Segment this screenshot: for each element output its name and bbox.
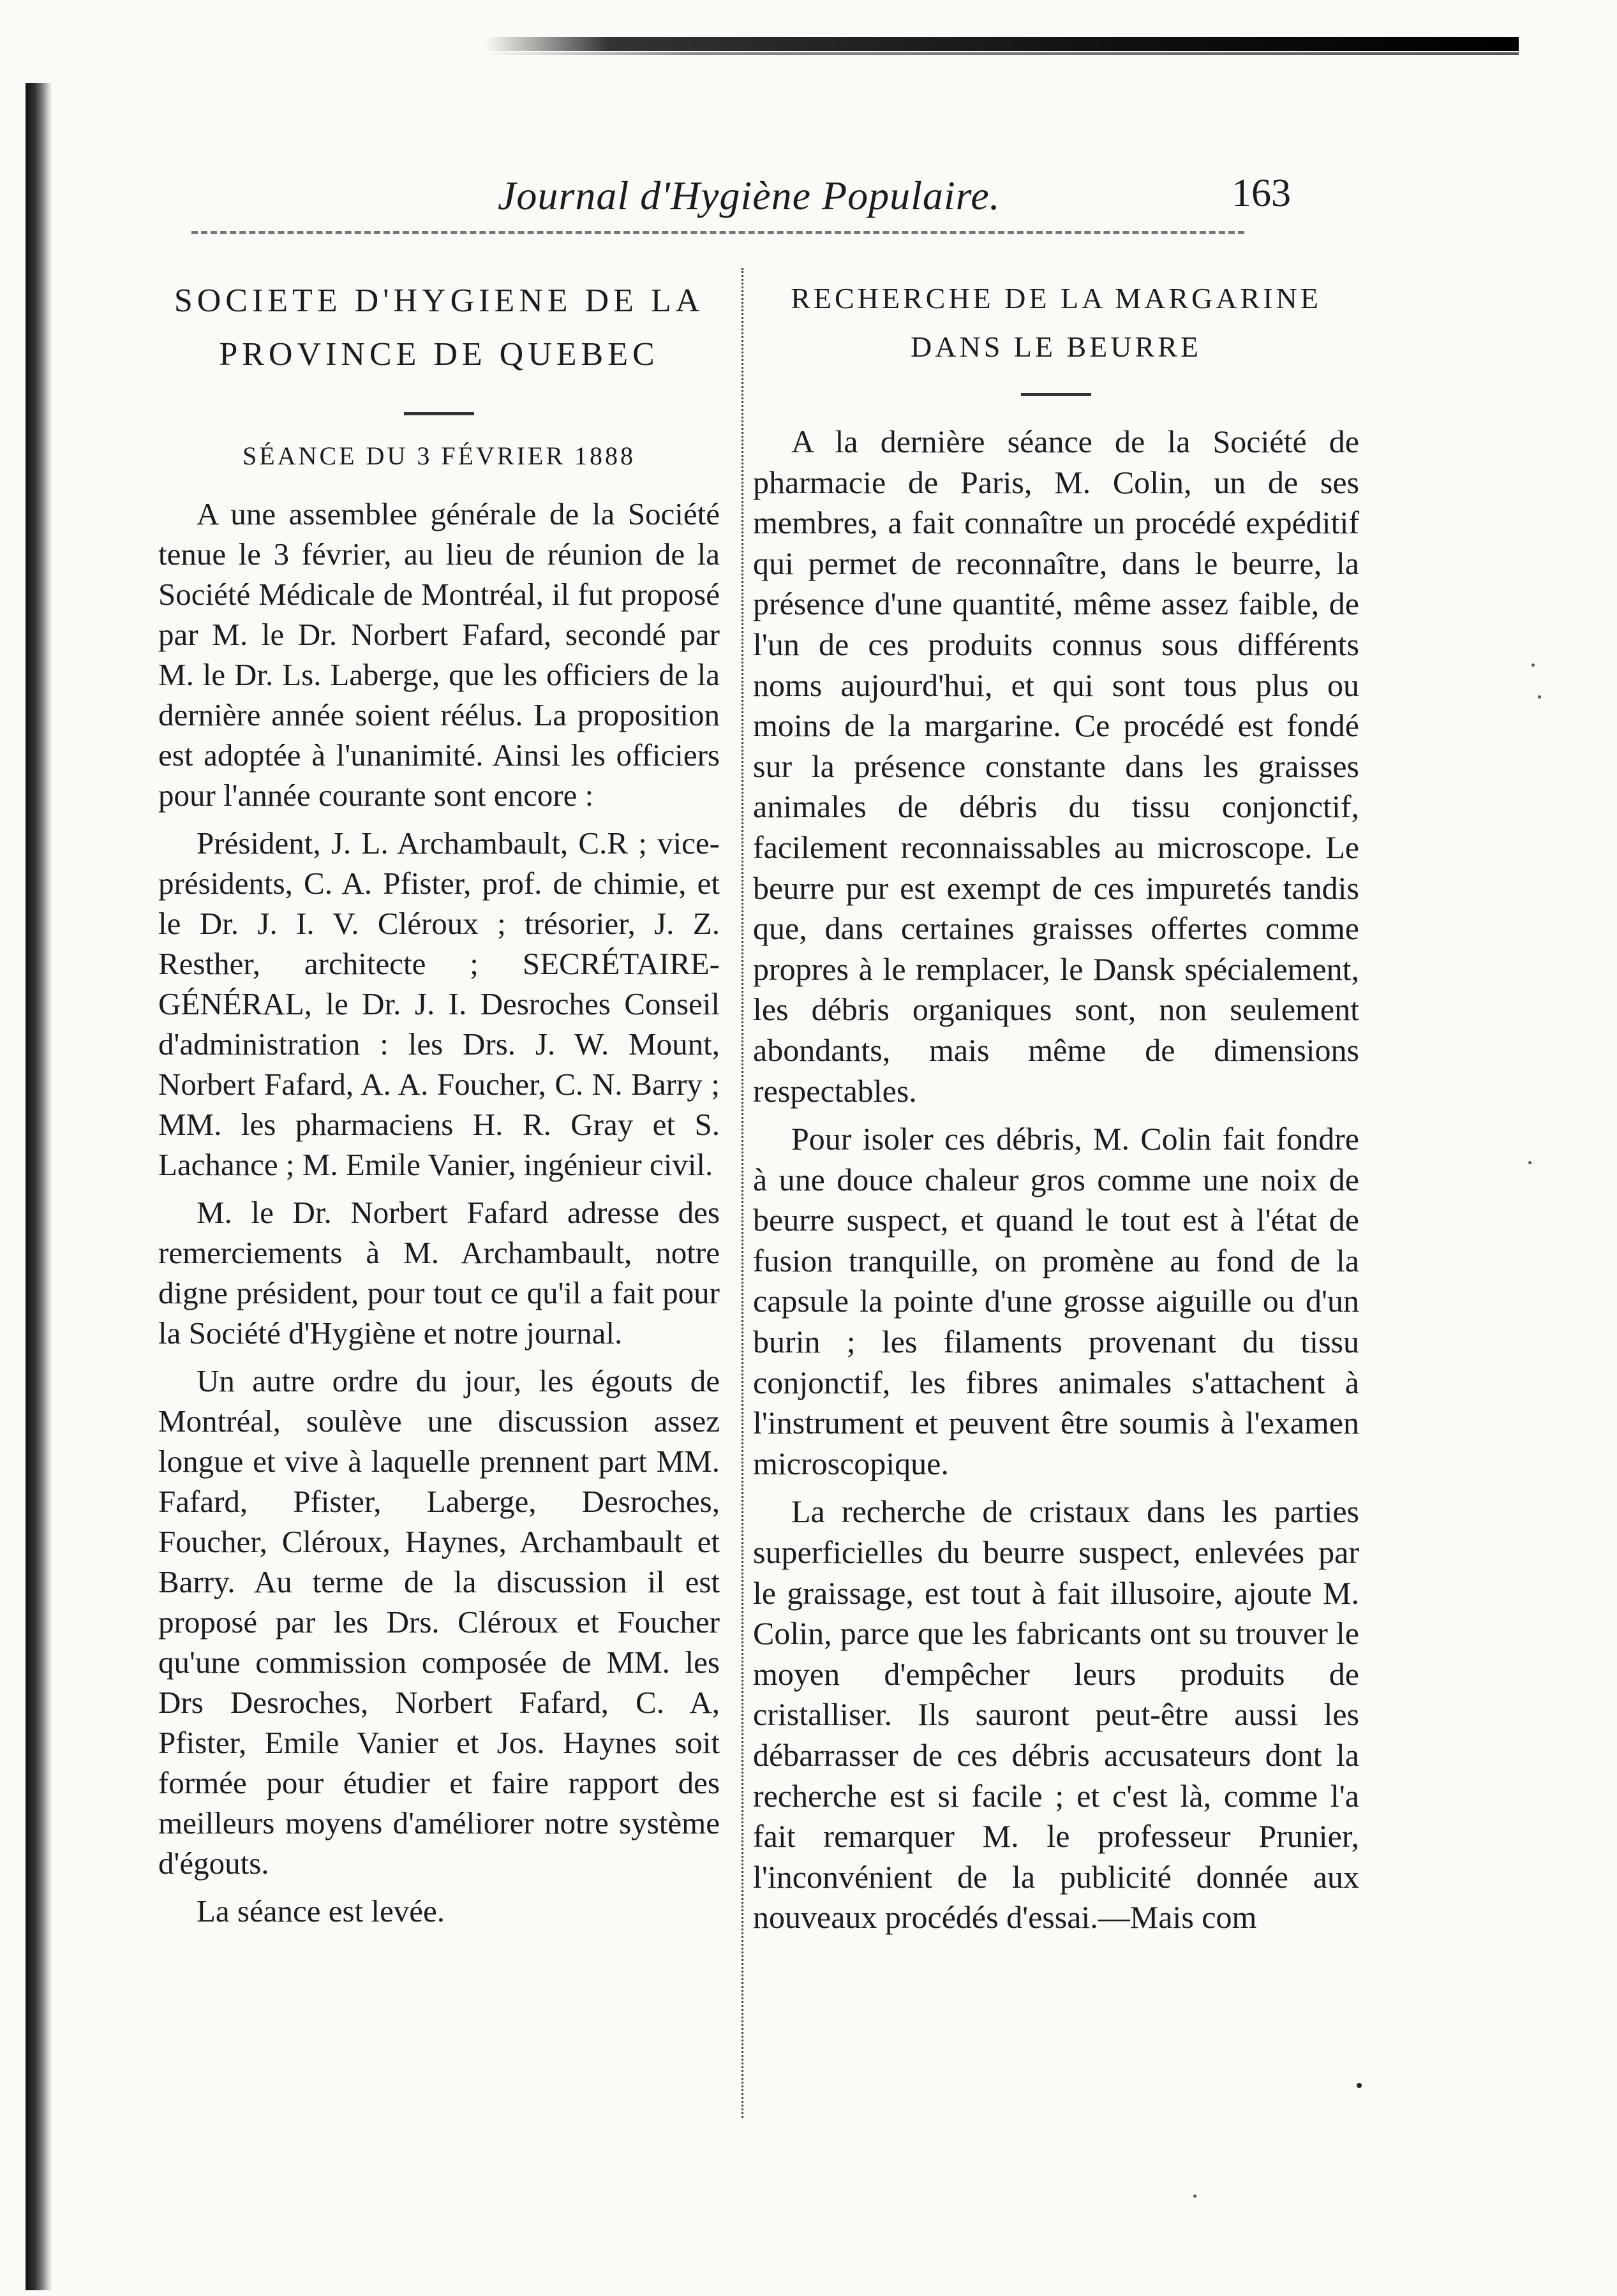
paragraph: Président, J. L. Archambault, C.R ; vice-présidents, C. A. Pfister, prof. de chimie, et le Dr. J. I. V. Cléroux ; trésorier, J. Z. Resther, architecte ; SECRÉTAIRE-GÉNÉRAL, le Dr. J. I. Desroches Conseil d'administration : les Drs. J. W. Mount, Norbert Fafard, A. A. Foucher, C. N. Barry ; MM. les pharmaciens H. R. Gray et S. Lachance ; M. Emile Vanier, ingénieur civil.: [158, 826, 720, 1182]
scanned-page-edge: [26, 83, 52, 2290]
paragraph: A la dernière séance de la Société de pharmacie de Paris, M. Colin, un de ses membres, a fait connaître un procédé expéditif qui permet de reconnaître, dans le beurre, la présence d'une quantité, même assez faible, de l'un de ces produits connus sous différents noms aujourd'hui, et qui sont tous plus ou moins de la margarine. Ce procédé est fondé sur la présence constante dans les graisses animales de débris du tissu conjonctif, facilement reconnaissables au microscope. Le beurre pur est exempt de ces impuretés tandis que, dans certaines graisses offertes comme propres à le remplacer, le Dansk spécialement, les débris organiques sont, non seulement abondants, mais même de dimensions respectables.: [753, 424, 1359, 1109]
paragraph: M. le Dr. Norbert Fafard adresse des remerciements à M. Archambault, notre digne président, pour tout ce qu'il a fait pour la Société d'Hygiène et notre journal.: [158, 1195, 720, 1351]
scan-speck: [1193, 2195, 1196, 2198]
paragraph: Un autre ordre du jour, les égouts de Montréal, soulève une discussion assez longue et vive à laquelle prennent part MM. Fafard, Pfister, Laberge, Desroches, Foucher, Cléroux, Haynes, Archambault et Barry. Au terme de la discussion il est proposé par les Drs. Cléroux et Foucher qu'une commission composée de MM. les Drs Desroches, Norbert Fafard, C. A, Pfister, Emile Vanier et Jos. Haynes soit formée pour étudier et faire rapport des meilleurs moyens d'améliorer notre système d'égouts.: [158, 1363, 720, 1881]
article-title-line-2: PROVINCE DE QUEBEC: [219, 336, 659, 373]
paragraph: Pour isoler ces débris, M. Colin fait fondre à une douce chaleur gros comme une noix de beurre suspect, et quand le tout est à l'état de fusion tranquille, on promène au fond de la capsule la pointe d'une grosse aiguille ou d'un burin ; les filaments provenant du tissu conjonctif, les fibres animales s'attachent à l'instrument et peuvent être soumis à l'examen microscopique.: [753, 1121, 1359, 1481]
article-title-line-1: RECHERCHE DE LA MARGARINE: [791, 282, 1322, 315]
scan-speck: [1531, 663, 1535, 667]
title-rule: [404, 412, 474, 415]
paragraph: A une assemblee générale de la Société tenue le 3 février, au lieu de réunion de la Société Médicale de Montréal, il fut proposé par M. le Dr. Norbert Fafard, secondé par M. le Dr. Ls. Laberge, que les officiers de la dernière année soient réélus. La proposition est adoptée à l'unanimité. Ainsi les officiers pour l'année courante sont encore :: [158, 496, 720, 813]
page-number: 163: [1232, 172, 1291, 215]
article-title: [158, 274, 720, 381]
column-divider: [741, 268, 743, 2118]
top-rule: [485, 37, 1519, 51]
right-column-article: [753, 268, 1359, 2131]
left-column-article: [158, 268, 720, 2131]
scan-speck: [1528, 1161, 1531, 1164]
article-title-line-1: SOCIETE D'HYGIENE DE LA: [174, 283, 704, 319]
paragraph: La recherche de cristaux dans les parties superficielles du beurre suspect, enlevées par le graissage, est tout à fait illusoire, ajoute M. Colin, parce que les fabricants ont su trouver le moyen d'empêcher leurs produits de cristalliser. Ils sauront peut-être aussi les débarrasser de ces débris accusateurs dont la recherche est si facile ; et c'est là, comme l'a fait remarquer M. le professeur Prunier, l'inconvénient de la publicité donnée aux nouveaux procédés d'essai.—Mais com: [753, 1493, 1359, 1936]
session-date: SÉANCE DU 3 FÉVRIER 1888: [242, 441, 636, 470]
scan-speck: [1538, 695, 1541, 699]
header-divider: [191, 231, 1244, 234]
article-title-line-2: DANS LE BEURRE: [911, 330, 1202, 363]
article-title: [753, 274, 1359, 371]
closing-line: La séance est levée.: [197, 1893, 445, 1929]
top-rule-thin: [485, 52, 1519, 55]
running-title: Journal d'Hygiène Populaire.: [498, 173, 1001, 218]
title-rule: [1021, 393, 1091, 396]
page-mark: [1357, 2083, 1362, 2088]
